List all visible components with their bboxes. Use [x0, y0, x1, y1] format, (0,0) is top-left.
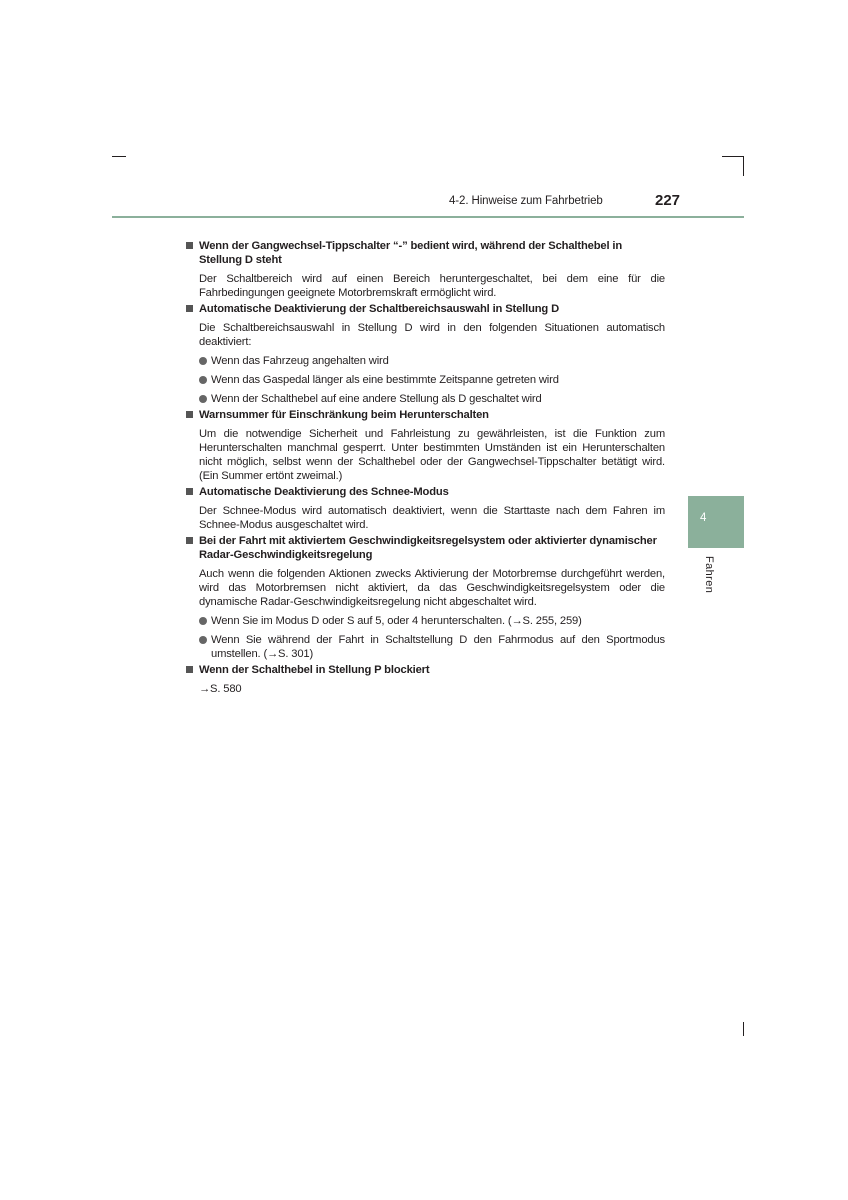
- header-section-title: 4-2. Hinweise zum Fahrbetrieb: [449, 195, 603, 207]
- square-bullet-icon: [186, 242, 193, 249]
- section-text: Auch wenn die folgenden Aktionen zwecks Aktivierung der Motorbremse durchgeführt werden, wird das Motorbremsen nicht aktiviert, da das Geschwindigkeitsregelsystem oder die dynamische Radar-Geschwindigkeitsregelung nicht abgeschaltet wird.: [199, 568, 665, 608]
- section-heading: Wenn der Gangwechsel-Tippschalter “-” bedient wird, während der Schalthebel in Stellung D steht: [185, 239, 665, 267]
- square-bullet-icon: [186, 537, 193, 544]
- section-heading: Wenn der Schalthebel in Stellung P blockiert: [185, 663, 665, 677]
- page-reference-link[interactable]: →S. 580: [199, 683, 242, 695]
- header-rule: [112, 216, 744, 218]
- square-bullet-icon: [186, 411, 193, 418]
- page-content: [185, 237, 665, 696]
- section-heading: Warnsummer für Einschränkung beim Herunterschalten: [185, 408, 665, 422]
- chapter-tab: [688, 496, 744, 548]
- round-bullet-icon: [199, 395, 207, 403]
- crop-mark-top-right-v: [743, 156, 744, 176]
- round-bullet-icon: [199, 617, 207, 625]
- round-bullet-icon: [199, 636, 207, 644]
- square-bullet-icon: [186, 305, 193, 312]
- chapter-label: Fahren: [703, 556, 715, 594]
- list-item: Wenn das Fahrzeug angehalten wird: [185, 354, 665, 368]
- crop-mark-top-right-h: [722, 156, 744, 157]
- square-bullet-icon: [186, 666, 193, 673]
- section-text: Um die notwendige Sicherheit und Fahrleistung zu gewährleisten, ist die Funktion zum Herunterschalten manchmal gesperrt. Unter bestimmten Umständen ist ein Herunterschalten nicht möglich, selbst wenn der Schalthebel oder der Gangwechsel-Tippschalter betätigt wird. (Ein Summer ertönt zweimal.): [199, 428, 665, 482]
- crop-mark-top-left: [112, 156, 126, 157]
- round-bullet-icon: [199, 357, 207, 365]
- list-item: Wenn Sie im Modus D oder S auf 5, oder 4 herunterschalten. (→S. 255, 259): [185, 614, 665, 628]
- section-text: Der Schnee-Modus wird automatisch deaktiviert, wenn die Starttaste nach dem Fahren im Schnee-Modus ausgeschaltet wird.: [199, 505, 665, 531]
- list-item: Wenn das Gaspedal länger als eine bestimmte Zeitspanne getreten wird: [185, 373, 665, 387]
- section-heading: Automatische Deaktivierung der Schaltbereichsauswahl in Stellung D: [185, 302, 665, 316]
- list-item: Wenn der Schalthebel auf eine andere Stellung als D geschaltet wird: [185, 392, 665, 406]
- chapter-number: 4: [700, 512, 707, 524]
- square-bullet-icon: [186, 488, 193, 495]
- crop-mark-bottom-right: [743, 1022, 744, 1036]
- section-text: Der Schaltbereich wird auf einen Bereich heruntergeschaltet, bei dem eine für die Fahrbedingungen geeignete Motorbremskraft ermöglicht wird.: [199, 273, 665, 299]
- round-bullet-icon: [199, 376, 207, 384]
- page-number: 227: [655, 192, 681, 209]
- section-heading: Bei der Fahrt mit aktiviertem Geschwindigkeitsregelsystem oder aktivierter dynamischer Radar-Geschwindigkeitsregelung: [185, 534, 665, 562]
- list-item: Wenn Sie während der Fahrt in Schaltstellung D den Fahrmodus auf den Sportmodus umstellen. (→S. 301): [185, 633, 665, 661]
- section-text: Die Schaltbereichsauswahl in Stellung D wird in den folgenden Situationen automatisch deaktiviert:: [199, 322, 665, 348]
- section-heading: Automatische Deaktivierung des Schnee-Modus: [185, 485, 665, 499]
